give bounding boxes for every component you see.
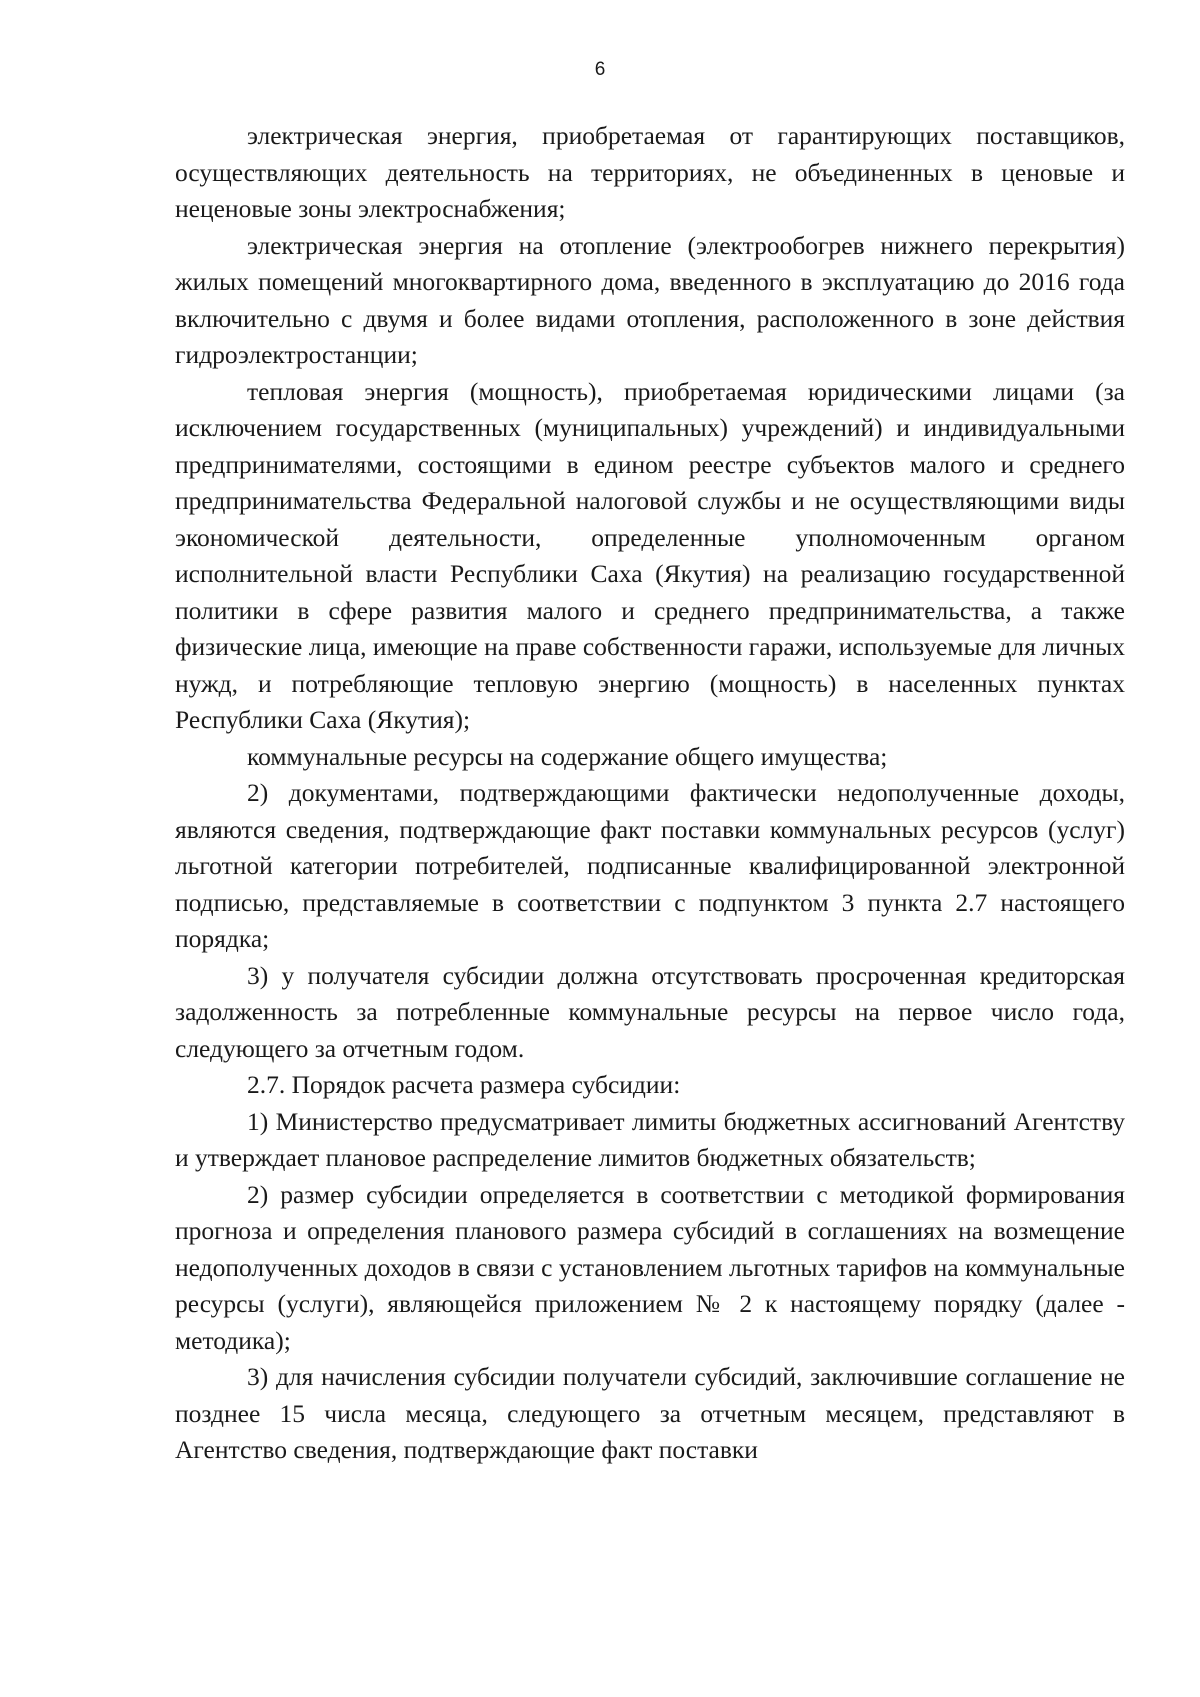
paragraph-item-3-debt: 3) у получателя субсидии должна отсутствовать просроченная кредиторская задолженность за потребленные коммунальные ресурсы на первое число года, следующего за отчетным годом.: [175, 960, 1125, 1063]
paragraph-electric-energy-suppliers: электрическая энергия, приобретаемая от гарантирующих поставщиков, осуществляющих деятельность на территориях, не объединенных в ценовые и неценовые зоны электроснабжения;: [175, 121, 1125, 223]
document-body: [175, 118, 1125, 1469]
paragraph-item-2-documents: 2) документами, подтверждающими фактически недополученные доходы, являются сведения, подтверждающие факт поставки коммунальных ресурсов (услуг) льготной категории потребителей, подписанные квалифицированной электронной подписью, представляемые в соответствии с подпунктом 3 пункта 2.7 настоящего порядка;: [175, 778, 1125, 953]
paragraph-common-property: коммунальные ресурсы на содержание общего имущества;: [247, 741, 888, 771]
page-number: 6: [594, 59, 606, 80]
paragraph-electric-heating: электрическая энергия на отопление (электрообогрев нижнего перекрытия) жилых помещений многоквартирного дома, введенного в эксплуатацию до 2016 года включительно с двумя и более видами отопления, расположенного в зоне действия гидроэлектростанции;: [175, 230, 1125, 369]
paragraph-thermal-energy: тепловая энергия (мощность), приобретаемая юридическими лицами (за исключением государственных (муниципальных) учреждений) и индивидуальными предпринимателями, состоящими в едином реестре субъектов малого и среднего предпринимательства Федеральной налоговой службы и не осуществляющими виды экономической деятельности, определенные уполномоченным органом исполнительной власти Республики Саха (Якутия) на реализацию государственной политики в сфере развития малого и среднего предпринимательства, а также физические лица, имеющие на праве собственности гаражи, используемые для личных нужд, и потребляющие тепловую энергию (мощность) в населенных пунктах Республики Саха (Якутия);: [175, 376, 1125, 734]
paragraph-section-2-7-heading: 2.7. Порядок расчета размера субсидии:: [247, 1070, 681, 1099]
paragraph-section-2-7-item-3: 3) для начисления субсидии получатели субсидий, заключившие соглашение не позднее 15 числа месяца, следующего за отчетным месяцем, представляют в Агентство сведения, подтверждающие факт поставки: [175, 1362, 1125, 1464]
paragraph-section-2-7-item-1: 1) Министерство предусматривает лимиты бюджетных ассигнований Агентству и утверждает плановое распределение лимитов бюджетных обязательств;: [175, 1106, 1125, 1172]
paragraph-section-2-7-item-2: 2) размер субсидии определяется в соответствии с методикой формирования прогноза и определения планового размера субсидий в соглашениях на возмещение недополученных доходов в связи с установлением льготных тарифов на коммунальные ресурсы (услуги), являющейся приложением № 2 к настоящему порядку (далее - методика);: [175, 1179, 1125, 1355]
